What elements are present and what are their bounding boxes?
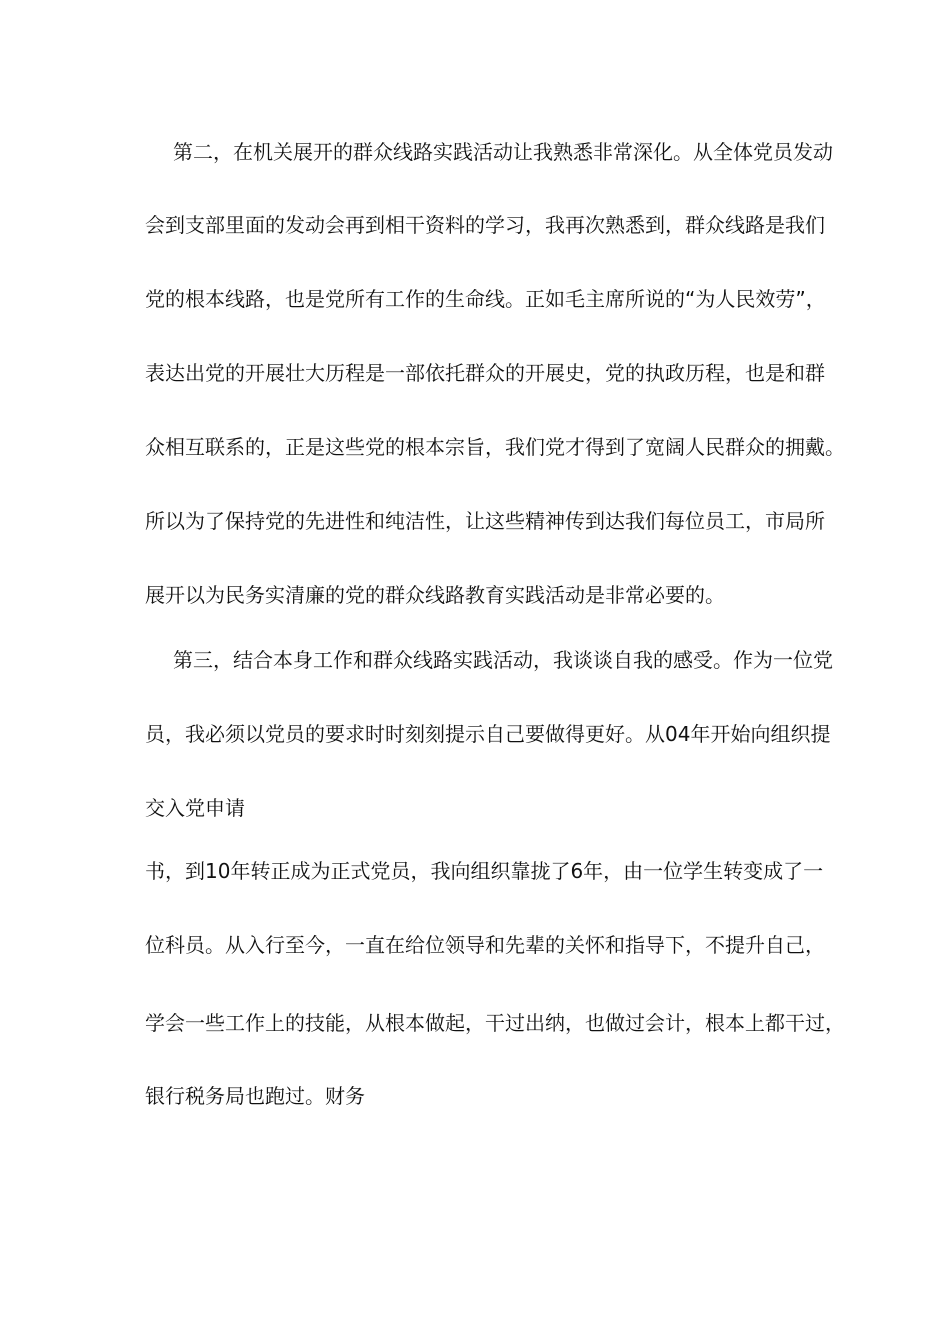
text-line: 第二，在机关展开的群众线路实践活动让我熟悉非常深化。从全体党员发动 [173, 140, 833, 164]
text-line: 银行税务局也跑过。财务 [145, 1084, 365, 1108]
text-line: 书，到10年转正成为正式党员，我向组织靠拢了6年，由一位学生转变成了一 [145, 859, 824, 883]
text-line: 学会一些工作上的技能，从根本做起，干过出纳，也做过会计，根本上都干过， [145, 1011, 845, 1035]
text-line: 第三，结合本身工作和群众线路实践活动，我谈谈自我的感受。作为一位党 [173, 648, 833, 672]
text-line: 表达出党的开展壮大历程是一部依托群众的开展史，党的执政历程，也是和群 [145, 361, 825, 385]
text-line: 交入党申请 [145, 796, 245, 820]
text-line: 众相互联系的，正是这些党的根本宗旨，我们党才得到了宽阔人民群众的拥戴。 [145, 435, 845, 459]
text-line: 会到支部里面的发动会再到相干资料的学习，我再次熟悉到，群众线路是我们 [145, 213, 825, 237]
text-line: 员，我必须以党员的要求时时刻刻提示自己要做得更好。从04年开始向组织提 [145, 722, 831, 746]
text-line: 展开以为民务实清廉的党的群众线路教育实践活动是非常必要的。 [145, 583, 725, 607]
text-line: 位科员。从入行至今，一直在给位领导和先辈的关怀和指导下，不提升自己， [145, 933, 825, 957]
text-line: 党的根本线路，也是党所有工作的生命线。正如毛主席所说的“为人民效劳”， [145, 287, 826, 311]
text-line: 所以为了保持党的先进性和纯洁性，让这些精神传到达我们每位员工，市局所 [145, 509, 825, 533]
